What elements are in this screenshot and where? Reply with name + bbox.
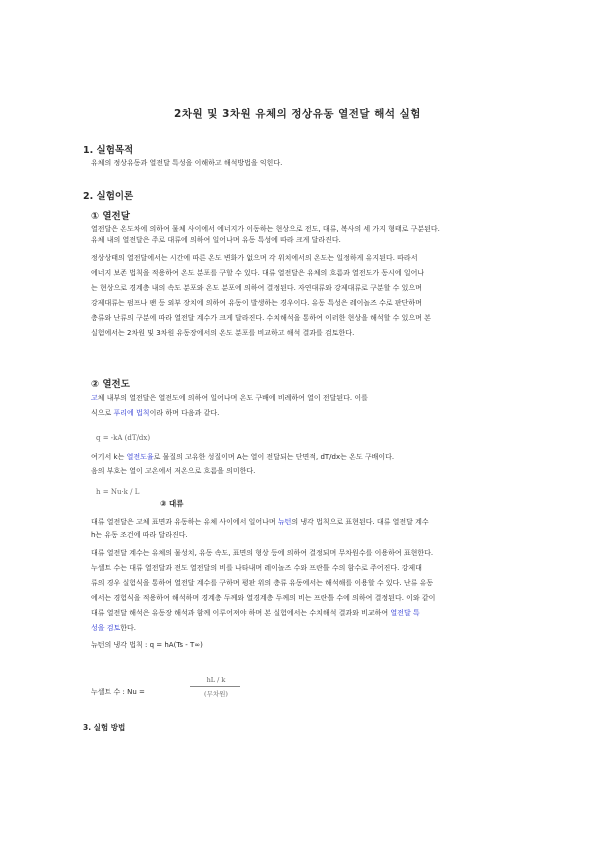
conduction-line [91, 393, 511, 404]
fraction-bar [190, 686, 240, 687]
conduction-line [91, 452, 511, 463]
newton-link[interactable]: 뉴턴 [277, 518, 292, 526]
fourier-formula: q = -kA (dT/dx) [96, 434, 151, 442]
theory-paragraph-2-line: 강제대류는 펌프나 팬 등 외부 장치에 의하여 유동이 발생하는 경우이다. 유동 특성은 레이놀즈 수로 판단하며 [91, 299, 422, 307]
conduction-line-text: 식으로 [91, 409, 112, 417]
convection-line-text: 대류 열전달은 고체 표면과 유동하는 유체 사이에서 일어나며 [91, 518, 276, 526]
convection-paragraph-line: 누셀트 수는 대류 열전달과 전도 열전달의 비를 나타내며 레이놀즈 수와 프란틀 수의 함수로 주어진다. 강제대 [91, 564, 422, 572]
convection-line: h는 유동 조건에 따라 달라진다. [91, 531, 188, 539]
document-title: 2차원 및 3차원 유체의 정상유동 열전달 해석 실험 [174, 108, 421, 120]
subsection-heading-convection: ③ 대류 [160, 499, 184, 508]
convection-paragraph-line: 대류 열전달 계수는 유체의 물성치, 유동 속도, 표면의 형상 등에 의하여 결정되며 무차원수를 이용하여 표현한다. [91, 549, 434, 557]
conduction-line-text: 이라 하며 다음과 같다. [149, 409, 220, 417]
conduction-line-lead: 고 [91, 394, 98, 402]
conduction-line: 음의 부호는 열이 고온에서 저온으로 흐름을 의미한다. [91, 467, 256, 475]
theory-paragraph-2-line: 는 현상으로 경계층 내의 속도 분포와 온도 분포에 의하여 결정된다. 자연대류와 강제대류로 구분할 수 있으며 [91, 284, 422, 292]
subsection-heading-heat-transfer: ① 열전달 [91, 211, 130, 222]
nusselt-denominator: (무차원) [204, 690, 228, 698]
section-heading-theory: 2. 실험이론 [83, 191, 134, 202]
convection-paragraph-line [91, 623, 511, 634]
theory-paragraph-1-line: 열전달은 온도차에 의하여 물체 사이에서 에너지가 이동하는 현상으로 전도, 대류, 복사의 세 가지 형태로 구분된다. [91, 225, 440, 233]
conduction-line-text: 여기서 k는 [91, 453, 125, 461]
convection-paragraph-line: 에서는 경험식을 적용하여 해석하며 경계층 두께와 열경계층 두께의 비는 프란틀 수에 의하여 결정된다. 이와 같이 [91, 594, 436, 602]
conduction-line [91, 408, 511, 419]
purpose-text: 유체의 정상유동과 열전달 특성을 이해하고 해석방법을 익힌다. [91, 159, 283, 167]
section-heading-method: 3. 실험 방법 [83, 723, 126, 732]
convection-line-text: 대류 열전달 해석은 유동장 해석과 함께 이루어져야 하며 본 실험에서는 수치해석 결과와 비교하여 [91, 609, 389, 617]
convection-line-text: 의 냉각 법칙으로 표현된다. 대류 열전달 계수 [291, 518, 429, 526]
convection-line-text: 한다. [120, 624, 137, 632]
heat-transfer-link[interactable]: 열전달 특 [390, 609, 420, 617]
theory-paragraph-2-line: 층류와 난류의 구분에 따라 열전달 계수가 크게 달라진다. 수치해석을 통하여 이러한 현상을 해석할 수 있으며 본 [91, 314, 431, 322]
section-heading-purpose: 1. 실험목적 [83, 145, 134, 156]
heat-transfer-link[interactable]: 성을 검토 [91, 624, 121, 632]
theory-paragraph-2-line: 정상상태의 열전달에서는 시간에 따른 온도 변화가 없으며 각 위치에서의 온도는 일정하게 유지된다. 따라서 [91, 254, 418, 262]
thermal-conductivity-link[interactable]: 열전도율 [126, 453, 154, 461]
convection-line [91, 517, 511, 528]
theory-paragraph-2-line: 에너지 보존 법칙을 적용하여 온도 분포를 구할 수 있다. 대류 열전달은 유체의 흐름과 열전도가 동시에 일어나 [91, 269, 425, 277]
nusselt-numerator: hL / k [206, 676, 226, 684]
nusselt-label: 누셀트 수 : Nu = [91, 688, 145, 696]
theory-paragraph-1-line: 유체 내의 열전달은 주로 대류에 의하여 일어나며 유동 특성에 따라 크게 달라진다. [91, 236, 341, 244]
conduction-line-text: 로 물질의 고유한 성질이며 A는 열이 전달되는 단면적, dT/dx는 온도 구배이다. [153, 453, 395, 461]
convection-paragraph-line: 류의 경우 실험식을 통하여 열전달 계수를 구하며 평판 위의 층류 유동에서는 해석해를 이용할 수 있다. 난류 유동 [91, 579, 434, 587]
conduction-line-text: 체 내부의 열전달은 열전도에 의하여 일어나며 온도 구배에 비례하여 열이 전달된다. 이를 [97, 394, 368, 402]
formula-2: h = Nu·k / L [96, 488, 140, 496]
theory-paragraph-2-line: 실험에서는 2차원 및 3차원 유동장에서의 온도 분포를 비교하고 해석 결과를 검토한다. [91, 329, 355, 337]
subsection-heading-conduction: ② 열전도 [91, 379, 130, 390]
newton-law-line: 뉴턴의 냉각 법칙 : q = hA(Ts - T∞) [91, 641, 203, 649]
convection-paragraph-line [91, 608, 511, 619]
fourier-law-link[interactable]: 푸리에 법칙 [113, 409, 150, 417]
